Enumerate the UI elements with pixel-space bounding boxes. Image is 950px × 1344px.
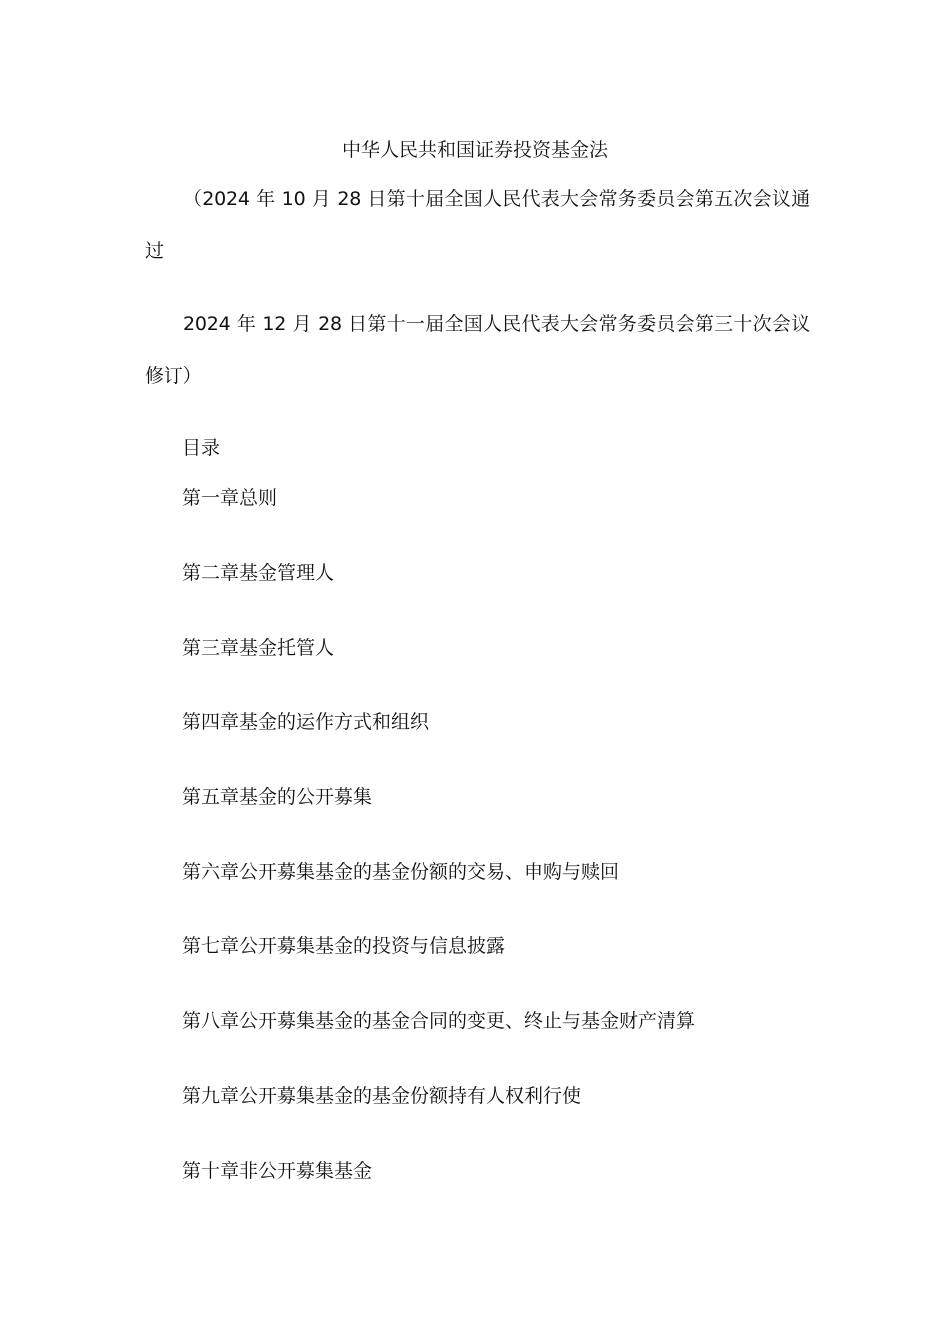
document-title: 中华人民共和国证券投资基金法	[341, 139, 608, 161]
toc-item: 第二章基金管理人	[182, 562, 335, 584]
toc-item: 第一章总则	[182, 487, 278, 509]
toc-heading: 目录	[182, 437, 221, 459]
toc-item: 第七章公开募集基金的投资与信息披露	[182, 935, 506, 957]
history-paragraph-1: （2024 年 10 月 28 日第十届全国人民代表大会常务委员会第五次会议通过	[145, 188, 810, 262]
toc-item: 第四章基金的运作方式和组织	[182, 711, 430, 733]
toc-item: 第八章公开募集基金的基金合同的变更、终止与基金财产清算	[182, 1010, 696, 1032]
history-paragraph-2: 2024 年 12 月 28 日第十一届全国人民代表大会常务委员会第三十次会议修订）	[145, 313, 810, 387]
toc-item: 第六章公开募集基金的基金份额的交易、申购与赎回	[182, 861, 620, 883]
toc-item: 第十章非公开募集基金	[182, 1160, 373, 1182]
toc-item: 第三章基金托管人	[182, 637, 335, 659]
toc-item: 第五章基金的公开募集	[182, 786, 373, 808]
toc-item: 第九章公开募集基金的基金份额持有人权利行使	[182, 1085, 582, 1107]
